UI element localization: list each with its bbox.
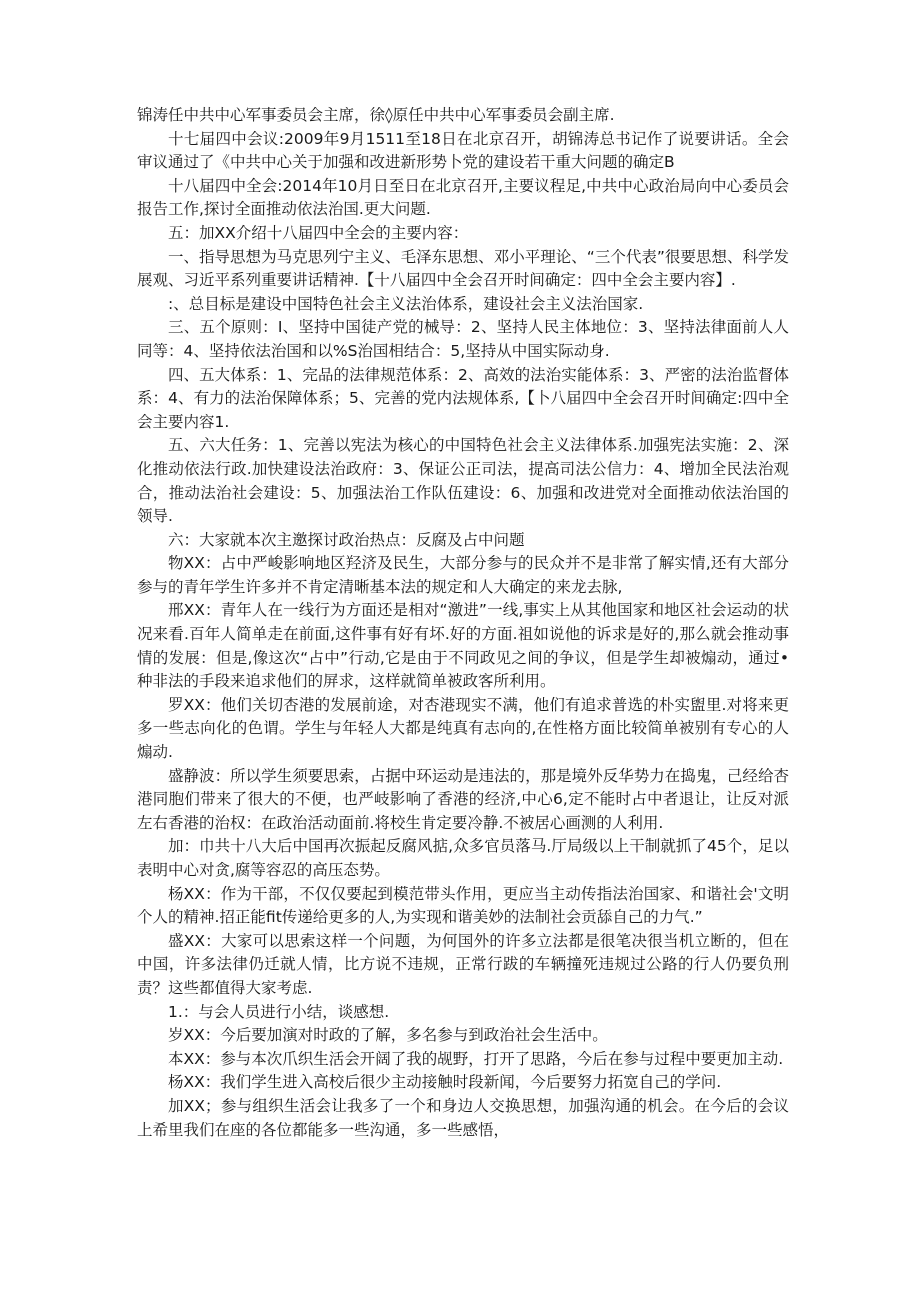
paragraph-speaker-yang: 杨XX：作为干部，不仅仅要起到模范带头作用，更应当主动传指法治国家、和谐社会'文明个人的精神.招正能fit传递给更多的人,为实现和谐美妙的法制社会贡舔自己的力气.” (137, 884, 789, 927)
paragraph-speaker-xing: 邢XX：青年人在一线行为方面还是相对“激进”一线,事实上从其他国家和地区社会运动的状况来看.百年人简单走在前面,这件事有好有坏.好的方面.祖如说他的诉求是好的,那么就会推动事情的发展：但是,像这次“占中”行动,它是由于不同政见之间的争议，但是学生却被煽动，通过•种非法的手段来追求他们的屏求，这样就简单被政客所利用。 (137, 601, 789, 691)
paragraph-five-principles: 三、五个原则：I、坚持中国徒产党的械导：2、坚持人民主体地位：3、坚持法律面前人人同等：4、坚持依法治国和以%S治国相结合：5,坚持从中国实际动身. (137, 318, 789, 360)
paragraph-summary-ben: 本XX：参与本次爪织生活会开阔了我的觇野，打开了思路，今后在参与过程中要更加主动. (168, 1049, 784, 1068)
paragraph-six-tasks: 五、六大任务：1、完善以宪法为核心的中国特色社会主义法律体系.加强宪法实施：2、深化推动依法行政.加快建设法治政府：3、保证公正司法，提高司法公信力：4、增加全民法治观合，推动法治社会建设：5、加强法治工作队伍建设：6、加强和改进党对全面推动依法治国的领导. (137, 436, 789, 526)
paragraph-summary-jia: 加XX；参与组织生活会让我多了一个和身边人交换思想，加强沟通的机会。在今后的会议上希里我们在座的各位都能多一些沟通，多一些感悟， (137, 1096, 789, 1139)
paragraph-speaker-wu: 物XX：占中严峻影响地区羟济及民生，大部分参与的民众并不是非常了解实情,还有大部分参与的青年学生许多并不肯定清晰基本法的规定和人大确定的来龙去脉, (137, 554, 789, 596)
paragraph-guiding-ideology: 一、指导思想为马克思列宁主义、毛泽东思想、邓小平理论、“三个代表”很要思想、科学发展观、习近平系列重要讲话精神.【十八届四中全会召开时间确定：四中全会主要内容】. (137, 247, 789, 290)
paragraph-overall-goal: :、总目标是建设中国特色社会主义法治体系，建设社会主义法治国家. (168, 294, 644, 313)
paragraph-speaker-sheng: 盛XX：大家可以思索这样一个问题，为何国外的许多立法都是很笔决很当机立断的，但在中国，许多法律仍迁就人情，比方说不违规，正常行跋的车辆撞死违规过公路的行人仍要负刑责？这些都值得大家考虑. (137, 931, 789, 997)
paragraph-speaker-luo: 罗XX：他们关切杏港的发展前途，对杏港现实不满，他们有追求普选的朴实盥里.对将来更多一些志向化的色谓。学生与年轻人大都是纯真有志向的,在性格方面比较简单被别有专心的人煽动. (137, 695, 789, 762)
paragraph-summary-sui: 岁XX：今后要加演对时政的了解，多名参与到政治社会生活中。 (168, 1026, 608, 1045)
document-page (137, 104, 789, 1142)
section-heading-summary: 1.：与会人员进行小结，谈感想. (168, 1002, 390, 1021)
section-heading-six: 六：大家就本次主邀探讨政治热点：反腐及占中问题 (168, 530, 525, 549)
paragraph-summary-yang: 杨XX：我们学生进入高校后很少主动接触时段新闻，今后要努力拓宽自己的学问. (168, 1073, 722, 1092)
paragraph-18th-fourth-plenum: 十八届四中全会:2014年10月日至日在北京召开,主要议程足,中共中心政治局向中心委员会报告工作,探讨全面推动依法治国.更大问题. (137, 176, 789, 219)
paragraph-speaker-jia: 加：巾共十八大后中国再次振起反腐风掂,众多官员落马.厅局级以上干制就抓了45个，足以表明中心对贪,腐等容忍的高压态势。 (137, 837, 789, 879)
paragraph-17th-fourth-plenum: 十七届四中会议:2009年9月1511至18日在北京召开，胡锦涛总书记作了说要讲话。全会审议通过了《中共中心关于加强和改进新形势卜党的建设若干重大问题的确定B (137, 129, 789, 172)
paragraph-five-systems: 四、五大体系：1、完品的法律规范体系：2、高效的法治实能体系：3、严密的法治监督体系：4、有力的法治保障体系；5、完善的党内法规体系,【卜八届四中全会召开时间确定:四中全会主要内容1. (137, 365, 789, 431)
section-heading-five: 五：加XX介绍十八届四中全会的主要内容： (168, 223, 469, 242)
paragraph-speaker-sheng-jingbo: 盛静波：所以学生须要思索，占据中环运动是违法的，那是境外反华势力在捣鬼，己经给杏港同胞们带来了很大的不便，也严岐影响了香港的经济,中心6,定不能时占中者退让，让反对派左右香港的治权：在政治活动面前.将校生肯定要冷静.不被居心画测的人利用. (137, 766, 789, 832)
paragraph-continuation: 锦涛任中共中心军事委员会主席，徐◊原任中共中心军事委员会副主席. (137, 106, 615, 124)
